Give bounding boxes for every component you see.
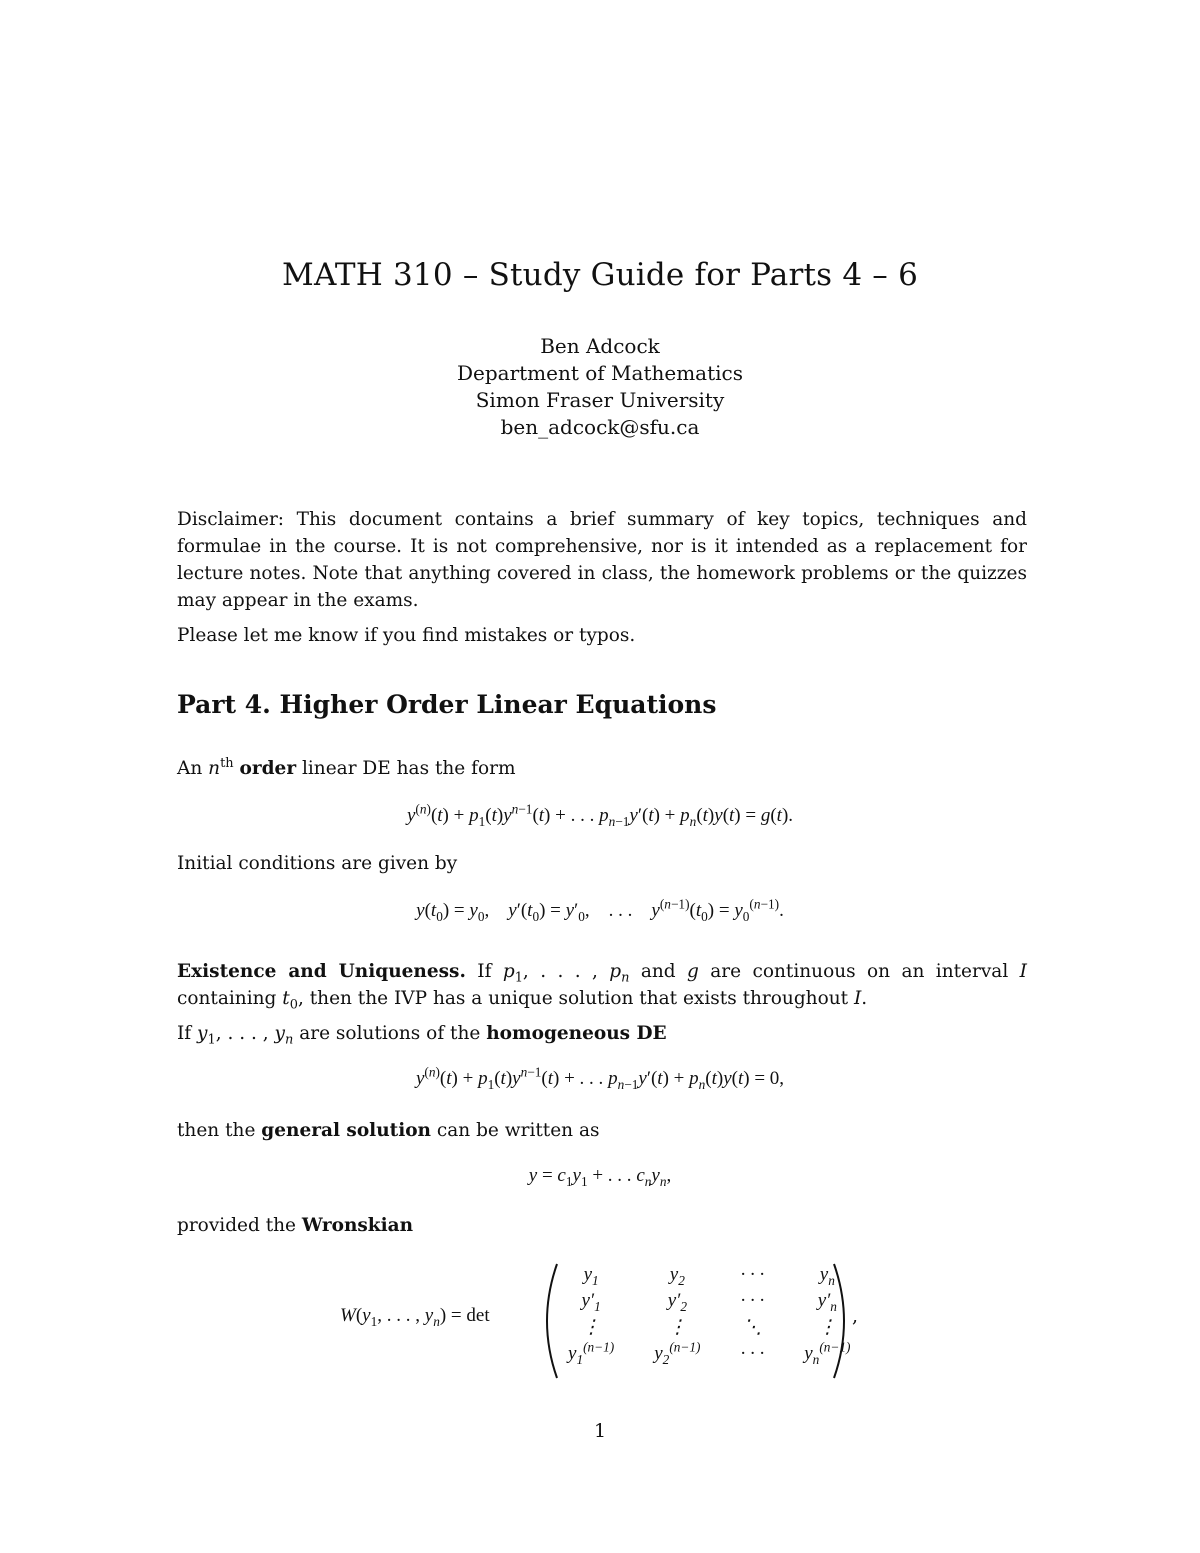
intro-bold: order xyxy=(239,758,297,779)
wronskian-line xyxy=(177,1212,1027,1239)
wronskian-label: $W(y_1$, . . . , $y_n) = \det$ xyxy=(340,1305,490,1329)
initial-conditions-text: Initial conditions are given by xyxy=(177,853,458,874)
disclaimer-text: Disclaimer: This document contains a brief summary of key topics, techniques and formulae in the course. It is not comprehensive, nor is it intended as a replacement for lecture notes. Note that anything covered in class, the homework problems or the quizzes may appear in the exams. xyxy=(177,509,1027,611)
section-heading: Part 4. Higher Order Linear Equations xyxy=(177,690,717,719)
author-department: Department of Mathematics xyxy=(456,361,743,385)
written-text: can be written as xyxy=(436,1120,600,1141)
disclaimer xyxy=(177,506,1027,649)
general-solution-line xyxy=(177,1117,1027,1144)
general-solution-equation: $y = c_1y_1$ + . . . $c_ny_n$, xyxy=(528,1165,672,1189)
homogeneous-line: If $y_1$, . . . , $y_n$ are solutions of the homogeneous DE xyxy=(177,1023,667,1048)
initial-conditions-equation: $y(t_0) = y_0$, $y'(t_0) = y'_0$, . . . $y^{(n-1)}(t_0) = y_0^{(n-1)}$. xyxy=(416,896,784,924)
existence-paragraph: Existence and Uniqueness. If $p_1$, . . . , $p_n$ and g are continuous on an interval I containing $t_0$, then the IVP has a unique solution that exists throughout I. xyxy=(177,961,1027,1013)
author-university: Simon Fraser University xyxy=(475,388,725,412)
provided-text: provided the xyxy=(177,1215,297,1236)
solutions-text: are solutions of the xyxy=(299,1023,481,1044)
disclaimer-note: Please let me know if you find mistakes or typos. xyxy=(177,625,636,646)
nth-order-equation: $y^{(n)}(t) + p_1(t)y^{n-1}(t)$ + . . . $p_{n-1}y'(t) + p_n(t)y(t) = g(t)$. xyxy=(406,801,794,829)
homogeneous-bold: homogeneous DE xyxy=(486,1023,667,1044)
intro-text-2: linear DE has the form xyxy=(301,758,516,779)
then-text: then the xyxy=(177,1120,256,1141)
existence-text-d: containing xyxy=(177,988,277,1009)
intro-text: An xyxy=(177,758,203,779)
existence-text-b: and xyxy=(640,961,676,982)
author-name: Ben Adcock xyxy=(540,334,660,358)
intro-line: An $n^{th}$ order linear DE has the form xyxy=(177,755,516,779)
wronskian-matrix: $y_1$ $y_2$ · · · $y_n$ $y'_1$ $y'_2$ · · · $y'_n$ ⋮ ⋮ ⋱ ⋮ $y_1^{(n-1)}$ $y_2^{(n-1)}$ · · · $y_n^{(n-1)}$ xyxy=(568,1264,851,1367)
document-title: MATH 310 – Study Guide for Parts 4 – 6 xyxy=(282,257,918,293)
if-text: If xyxy=(177,1023,192,1044)
wronskian-bold: Wronskian xyxy=(301,1215,414,1236)
wronskian-comma: , xyxy=(852,1305,859,1327)
author-email: ben_adcock@sfu.ca xyxy=(500,415,700,439)
homogeneous-equation: $y^{(n)}(t) + p_1(t)y^{n-1}(t)$ + . . . $p_{n-1}y'(t) + p_n(t)y(t) = 0$, xyxy=(415,1064,785,1092)
existence-text-a: If xyxy=(477,961,492,982)
page-number: 1 xyxy=(593,1420,607,1442)
general-solution-bold: general solution xyxy=(261,1120,432,1141)
existence-heading: Existence and Uniqueness. xyxy=(177,961,466,982)
existence-text-c: are continuous on an interval xyxy=(710,961,1009,982)
existence-text-e: , then the IVP has a unique solution that exists throughout xyxy=(297,988,849,1009)
